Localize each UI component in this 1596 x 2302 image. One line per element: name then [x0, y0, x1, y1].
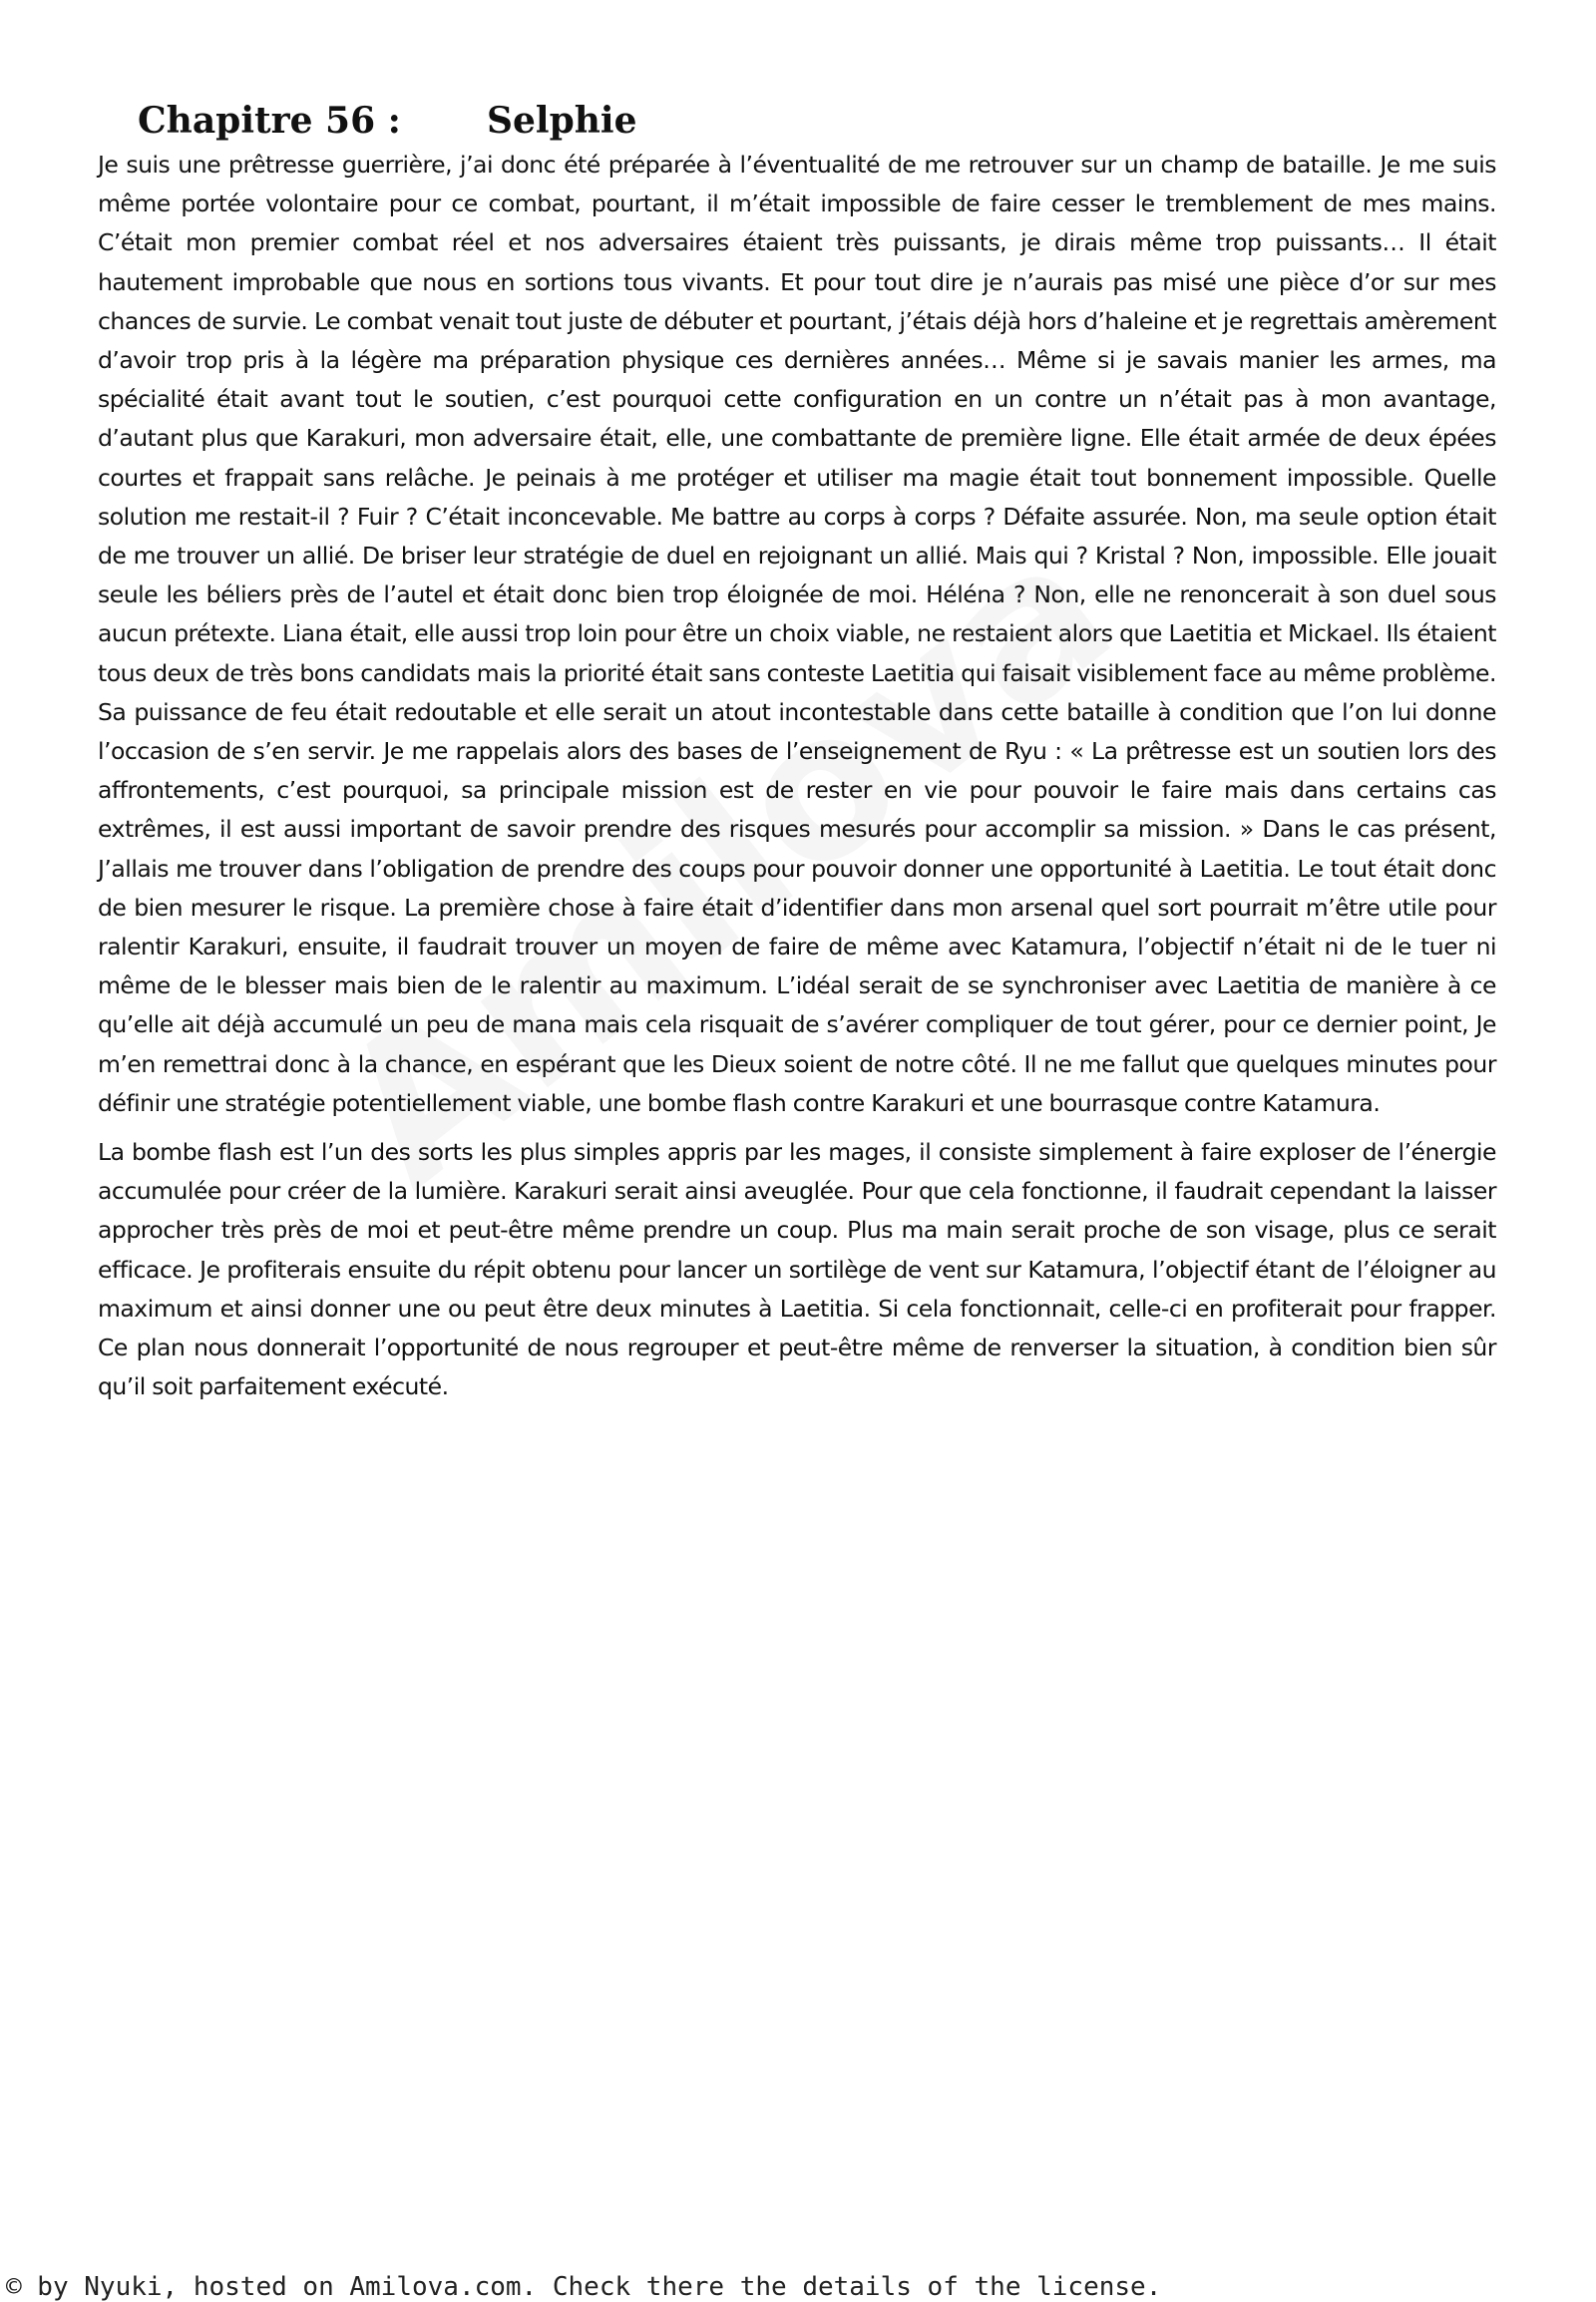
license-footer: © by Nyuki, hosted on Amilova.com. Check there the details of the license.	[6, 2272, 1162, 2302]
body-paragraph-2: La bombe flash est l’un des sorts les plus simples appris par les mages, il consiste simplement à faire exploser de l’énergie accumulée pour créer de la lumière. Karakuri serait ainsi aveuglée. Pour que cela fonctionne, il faudrait cependant la laisser approcher très près de moi et peut-être même prendre un coup. Plus ma main serait proche de son visage, plus ce serait efficace. Je profiterais ensuite du répit obtenu pour lancer un sortilège de vent sur Katamura, l’objectif étant de l’éloigner au maximum et ainsi donner une ou peut être deux minutes à Laetitia. Si cela fonctionnait, celle-ci en profiterait pour frapper. Ce plan nous donnerait l’opportunité de nous regrouper et peut-être même de renverser la situation, à condition bien sûr qu’il soit parfaitement exécuté.	[98, 1138, 1496, 1401]
chapter-number: Chapitre 56 :	[138, 100, 401, 142]
document-page	[98, 96, 1496, 1407]
chapter-title: Selphie	[487, 100, 637, 142]
chapter-heading	[138, 96, 1496, 146]
body-paragraph-1: Je suis une prêtresse guerrière, j’ai donc été préparée à l’éventualité de me retrouver sur un champ de bataille. Je me suis même portée volontaire pour ce combat, pourtant, il m’était impossible de faire cesser le tremblement de mes mains. C’était mon premier combat réel et nos adversaires étaient très puissants, je dirais même trop puissants… Il était hautement improbable que nous en sortions tous vivants. Et pour tout dire je n’aurais pas misé une pièce d’or sur mes chances de survie. Le combat venait tout juste de débuter et pourtant, j’étais déjà hors d’haleine et je regrettais amèrement d’avoir trop pris à la légère ma préparation physique ces dernières années… Même si je savais manier les armes, ma spécialité était avant tout le soutien, c’est pourquoi cette configuration en un contre un n’était pas à mon avantage, d’autant plus que Karakuri, mon adversaire était, elle, une combattante de première ligne. Elle était armée de deux épées courtes et frappait sans relâche. Je peinais à me protéger et utiliser ma magie était tout bonnement impossible. Quelle solution me restait-il ? Fuir ? C’était inconcevable. Me battre au corps à corps ? Défaite assurée. Non, ma seule option était de me trouver un allié. De briser leur stratégie de duel en rejoignant un allié. Mais qui ? Kristal ? Non, impossible. Elle jouait seule les béliers près de l’autel et était donc bien trop éloignée de moi. Héléna ? Non, elle ne renoncerait à son duel sous aucun prétexte. Liana était, elle aussi trop loin pour être un choix viable, ne restaient alors que Laetitia et Mickael. Ils étaient tous deux de très bons candidats mais la priorité était sans conteste Laetitia qui faisait visiblement face au même problème. Sa puissance de feu était redoutable et elle serait un atout incontestable dans cette bataille à condition que l’on lui donne l’occasion de s’en servir. Je me rappelais alors des bases de l’enseignement de Ryu : « La prêtresse est un soutien lors des affrontements, c’est pourquoi, sa principale mission est de rester en vie pour pouvoir le faire mais dans certains cas extrêmes, il est aussi important de savoir prendre des risques mesurés pour accomplir sa mission. » Dans le cas présent, J’allais me trouver dans l’obligation de prendre des coups pour pouvoir donner une opportunité à Laetitia. Le tout était donc de bien mesurer le risque. La première chose à faire était d’identifier dans mon arsenal quel sort pourrait m’être utile pour ralentir Karakuri, ensuite, il faudrait trouver un moyen de faire de même avec Katamura, l’objectif n’était ni de le tuer ni même de le blesser mais bien de le ralentir au maximum. L’idéal serait de se synchroniser avec Laetitia de manière à ce qu’elle ait déjà accumulé un peu de mana mais cela risquait de s’avérer compliquer de tout gérer, pour ce dernier point, Je m’en remettrai donc à la chance, en espérant que les Dieux soient de notre côté. Il ne me fallut que quelques minutes pour définir une stratégie potentiellement viable, une bombe flash contre Karakuri et une bourrasque contre Katamura.	[98, 151, 1496, 1117]
